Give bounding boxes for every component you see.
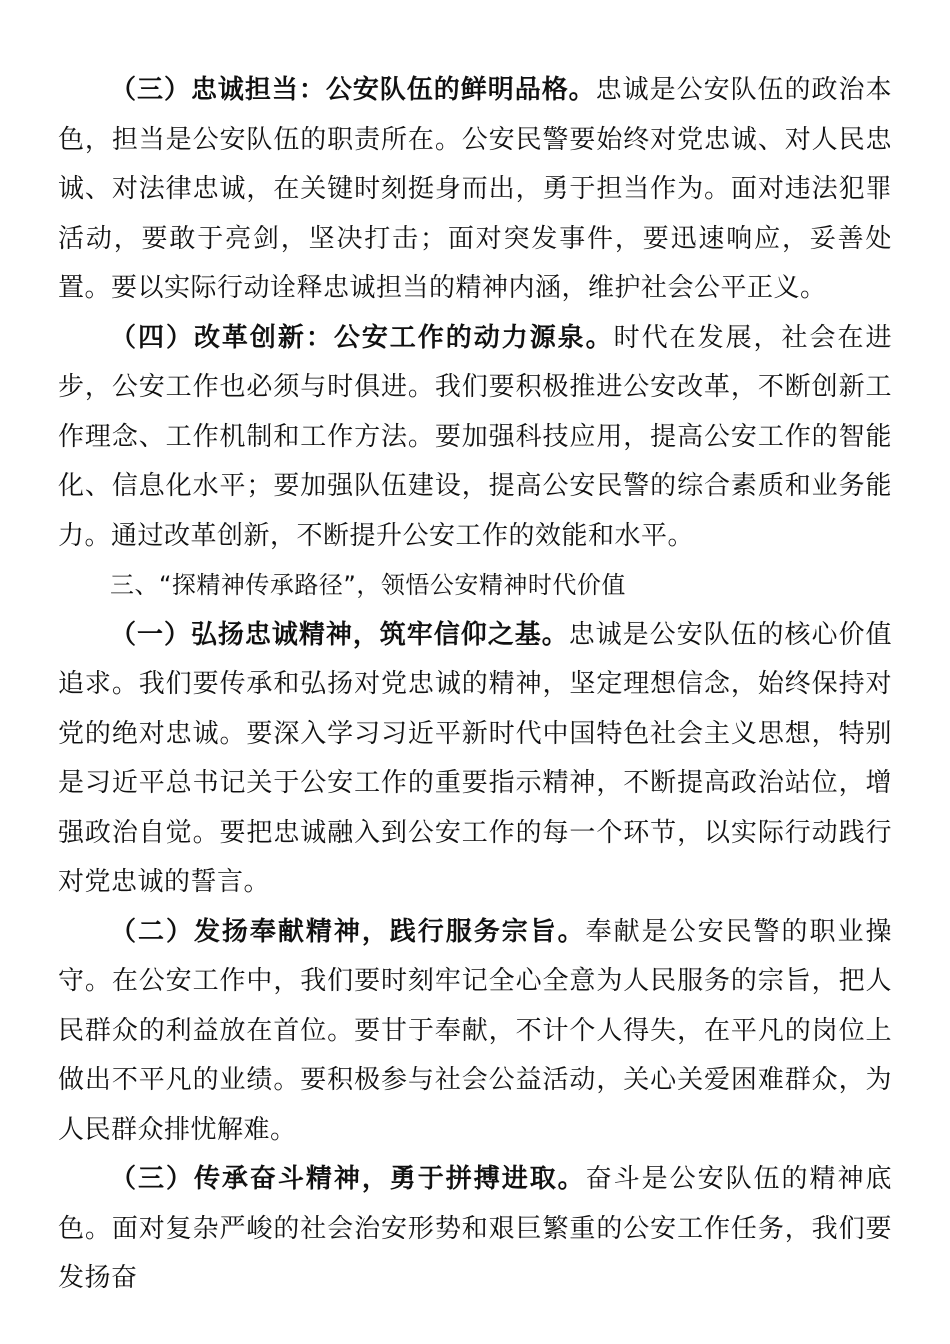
paragraph-loyalty-spirit (58, 611, 892, 908)
paragraph-loyalty-responsibility (58, 66, 892, 314)
section-heading: 三、“探精神传承路径”，领悟公安精神时代价值 (110, 571, 626, 599)
paragraph-lead: （三）传承奋斗精神，勇于拼搏进取。 (110, 1164, 586, 1194)
paragraph-body: 忠诚是公安队伍的政治本色，担当是公安队伍的职责所在。公安民警要始终对党忠诚、对人民忠诚、对法律忠诚，在关键时刻挺身而出，勇于担当作为。面对违法犯罪活动，要敢于亮剑，坚决打击；面对突发事件，要迅速响应，妥善处置。要以实际行动诠释忠诚担当的精神内涵，维护社会公平正义。 (58, 75, 892, 303)
paragraph-lead: （三）忠诚担当：公安队伍的鲜明品格。 (110, 75, 596, 105)
paragraph-lead: （一）弘扬忠诚精神，筑牢信仰之基。 (110, 619, 569, 650)
paragraph-body: 奉献是公安民警的职业操守。在公安工作中，我们要时刻牢记全心全意为人民服务的宗旨，把人民群众的利益放在首位。要甘于奉献，不计个人得失，在平凡的岗位上做出不平凡的业绩。要积极参与社会公益活动，关心关爱困难群众，为人民群众排忧解难。 (58, 916, 892, 1145)
paragraph-lead: （四）改革创新：公安工作的动力源泉。 (110, 322, 614, 353)
paragraph-lead: （二）发扬奉献精神，践行服务宗旨。 (110, 916, 586, 947)
paragraph-striving-spirit (58, 1155, 892, 1304)
paragraph-body: 时代在发展，社会在进步，公安工作也必须与时俱进。我们要积极推进公安改革，不断创新工作理念、工作机制和工作方法。要加强科技应用，提高公安工作的智能化、信息化水平；要加强队伍建设，提高公安民警的综合素质和业务能力。通过改革创新，不断提升公安工作的效能和水平。 (58, 322, 892, 551)
document-page (58, 66, 892, 1304)
paragraph-reform-innovation (58, 314, 892, 562)
paragraph-body: 忠诚是公安队伍的核心价值追求。我们要传承和弘扬对党忠诚的精神，坚定理想信念，始终保持对党的绝对忠诚。要深入学习习近平新时代中国特色社会主义思想，特别是习近平总书记关于公安工作的重要指示精神，不断提高政治站位，增强政治自觉。要把忠诚融入到公安工作的每一个环节，以实际行动践行对党忠诚的誓言。 (58, 619, 892, 897)
paragraph-body: 奋斗是公安队伍的精神底色。面对复杂严峻的社会治安形势和艰巨繁重的公安工作任务，我们要发扬奋 (58, 1164, 892, 1293)
paragraph-dedication-spirit (58, 908, 892, 1156)
